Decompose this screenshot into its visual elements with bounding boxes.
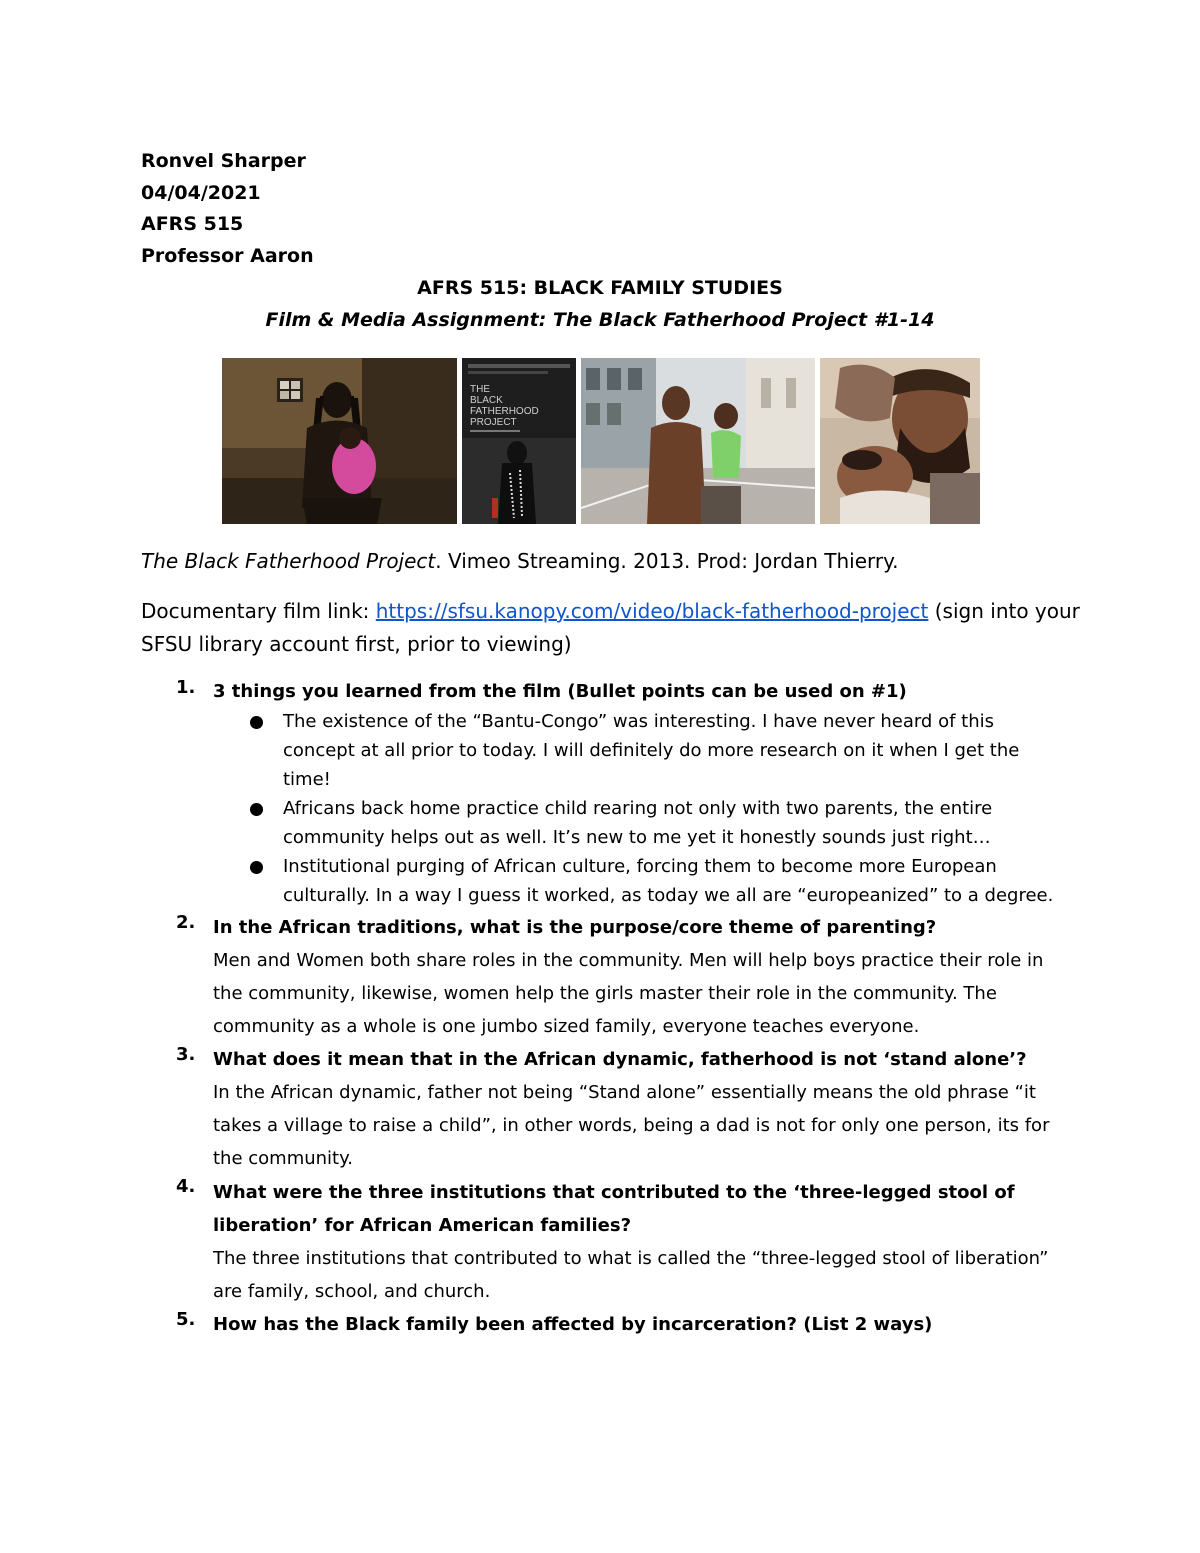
bullet-text: The existence of the “Bantu-Congo” was interesting. I have never heard of this concept at all prior to today. I will definitely do more research on it when I get the time!: [283, 711, 1020, 790]
question-1: [141, 677, 1066, 910]
question-text: What were the three institutions that contributed to the ‘three-legged stool of liberation’ for African American families?: [213, 1182, 1015, 1236]
question-number: 1.: [176, 677, 196, 698]
bullet-icon: [250, 803, 263, 816]
course-code: AFRS 515: [141, 213, 244, 235]
link-prefix: Documentary film link:: [141, 599, 376, 623]
poster-title-line3: FATHERHOOD: [470, 406, 539, 417]
poster-title-line2: BLACK: [470, 395, 503, 406]
photo-father-daughter-room: [222, 358, 457, 524]
question-3: [141, 1044, 1066, 1175]
answer-text: In the African dynamic, father not being “Stand alone” essentially means the old phrase “it takes a village to raise a child”, in other words, being a dad is not for only one person, its for the community.: [213, 1082, 1050, 1169]
document-title: [0, 273, 1200, 337]
poster-title-line4: PROJECT: [470, 417, 517, 428]
student-info: [141, 146, 314, 272]
citation-details: . Vimeo Streaming. 2013. Prod: Jordan Thierry.: [435, 549, 899, 573]
answer-bullets: [213, 707, 1066, 910]
poster-title-line1: THE: [470, 384, 490, 395]
question-text: How has the Black family been affected by incarceration? (List 2 ways): [213, 1314, 933, 1335]
assignment-date: 04/04/2021: [141, 181, 261, 204]
answer-text: Men and Women both share roles in the community. Men will help boys practice their role in the community, likewise, women help the girls master their role in the community. The community as a whole is one jumbo sized family, everyone teaches everyone.: [213, 950, 1044, 1037]
film-title: The Black Fatherhood Project: [141, 549, 436, 573]
question-number: 4.: [176, 1176, 196, 1197]
link-suffix: (sign into your SFSU library account first, prior to viewing): [141, 599, 1080, 656]
film-citation: [141, 545, 898, 577]
answer-text: The three institutions that contributed to what is called the “three-legged stool of liberation” are family, school, and church.: [213, 1248, 1049, 1302]
kanopy-film-link[interactable]: https://sfsu.kanopy.com/video/black-fatherhood-project: [375, 599, 929, 623]
assignment-title: Film & Media Assignment: The Black Fatherhood Project #1-14: [265, 309, 935, 331]
bullet-icon: [250, 716, 263, 729]
documentary-link-paragraph: [141, 595, 1081, 661]
question-number: 3.: [176, 1044, 196, 1065]
course-title: AFRS 515: BLACK FAMILY STUDIES: [417, 277, 783, 299]
list-item: [213, 852, 1066, 910]
question-text: In the African traditions, what is the purpose/core theme of parenting?: [213, 917, 937, 938]
bullet-text: Africans back home practice child rearing not only with two parents, the entire community helps out as well. It’s new to me yet it honestly sounds just right…: [283, 798, 993, 848]
photo-father-sleeping-infant: [820, 358, 980, 524]
question-text: 3 things you learned from the film (Bullet points can be used on #1): [213, 681, 907, 702]
photo-father-baby-street: [581, 358, 815, 524]
professor-name: Professor Aaron: [141, 244, 314, 267]
poster-black-fatherhood-project: [462, 358, 576, 524]
question-number: 5.: [176, 1309, 196, 1330]
list-item: [213, 707, 1066, 794]
question-2: [141, 912, 1066, 1043]
bullet-icon: [250, 861, 263, 874]
question-text: What does it mean that in the African dynamic, fatherhood is not ‘stand alone’?: [213, 1049, 1027, 1070]
list-item: [213, 794, 1066, 852]
photo-strip: [222, 358, 980, 524]
question-4: [141, 1176, 1066, 1308]
bullet-text: Institutional purging of African culture, forcing them to become more European culturally. In a way I guess it worked, as today we all are “europeanized” to a degree.: [283, 856, 1054, 906]
question-5: [141, 1309, 1066, 1341]
question-list: [141, 677, 1066, 1341]
student-name: Ronvel Sharper: [141, 150, 306, 172]
question-number: 2.: [176, 912, 196, 933]
